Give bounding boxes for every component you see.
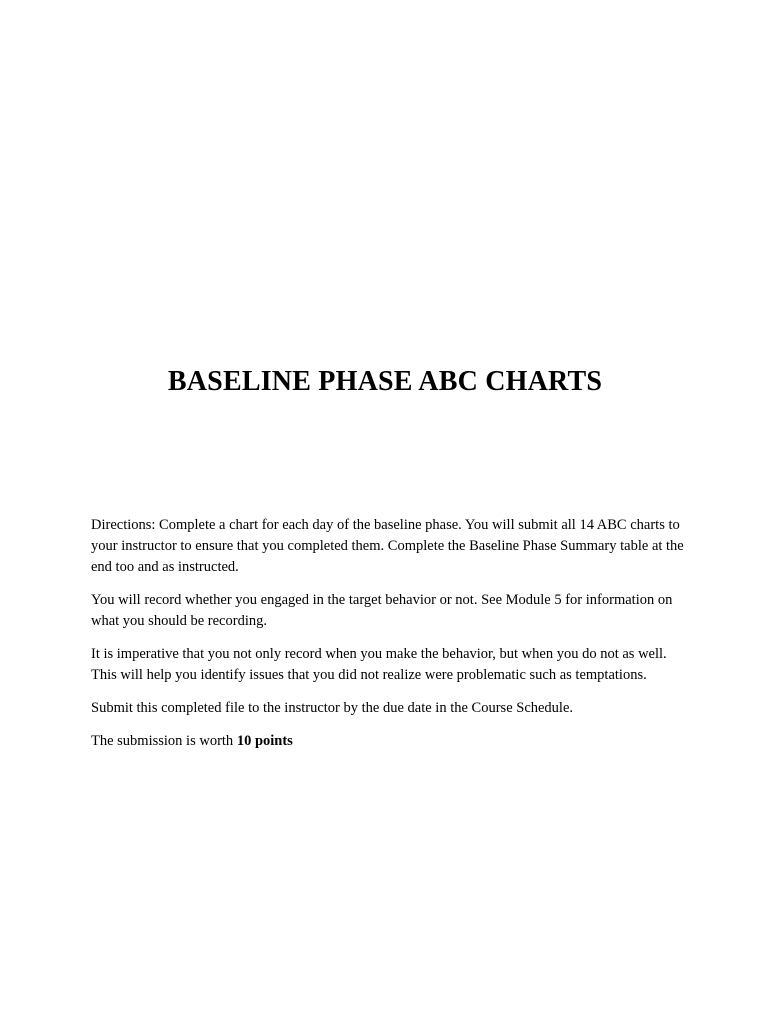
document-title: BASELINE PHASE ABC CHARTS <box>167 366 603 397</box>
recording-paragraph: You will record whether you engaged in the target behavior or not. See Module 5 for information on what you should be recording. <box>91 592 673 629</box>
document-body <box>91 515 691 764</box>
submission-points-value: 10 points <box>236 733 293 749</box>
directions-paragraph: Directions: Complete a chart for each day of the baseline phase. You will submit all 14 ABC charts to your instructor to ensure that you completed them. Complete the Baseline Phase Summary table at the end too and as instructed. <box>91 517 684 575</box>
submission-worth-paragraph <box>91 731 691 752</box>
submit-paragraph: Submit this completed file to the instructor by the due date in the Course Schedule. <box>91 700 574 716</box>
imperative-paragraph: It is imperative that you not only record when you make the behavior, but when you do not as well. This will help you identify issues that you did not realize were problematic such as temptations. <box>91 646 667 683</box>
submission-worth-label: The submission is worth <box>91 733 237 749</box>
